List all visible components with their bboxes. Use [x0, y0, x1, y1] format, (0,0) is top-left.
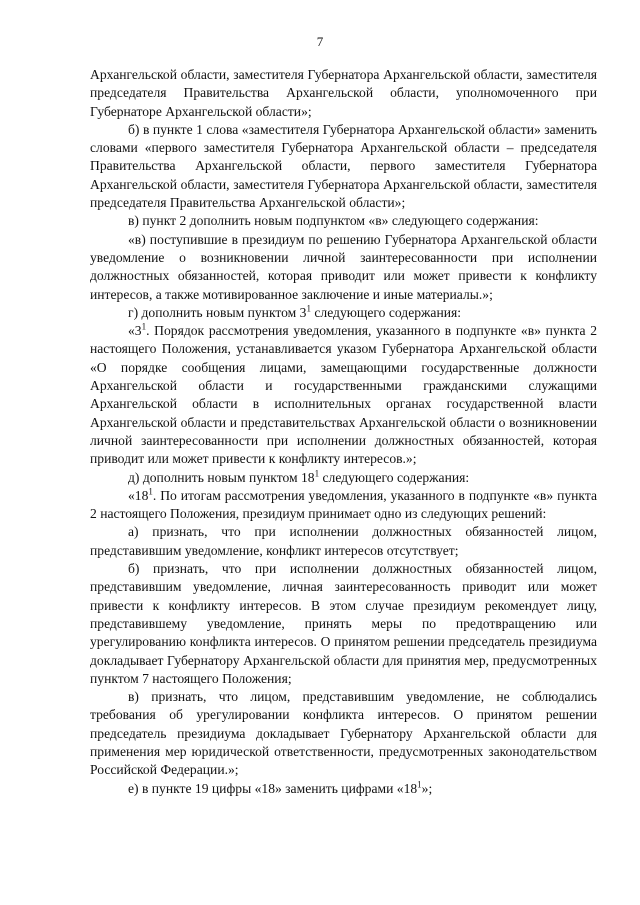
superscript: 1 — [141, 321, 147, 332]
paragraph-item-d — [90, 469, 597, 487]
document-body — [90, 66, 597, 798]
paragraph-item-g-tail: следующего содержания: — [310, 304, 462, 320]
paragraph-quote-18-1-head: «18 — [128, 487, 149, 503]
paragraph-quote-3-1-body: . Порядок рассмотрения уведомления, указанного в подпункте «в» пункта 2 настоящего Положения, устанавливается указом Губернатора Архангельской области «О порядке сообщения лицами, замещающими государственные должности Архангельской области и государственными гражданскими служащими Архангельской области в исполнительных органах государственной власти Архангельской области и представительствах Архангельской области о возникновении личной заинтересованности при исполнении должностных обязанностей, которая приводит или может привести к конфликту интересов.»; — [90, 323, 597, 467]
paragraph-item-e-tail: »; — [421, 780, 433, 796]
paragraph-decision-b: б) признать, что при исполнении должностных обязанностей лицом, представившим уведомление, личная заинтересованность приводит или может привести к конфликту интересов. В этом случае президиум рекомендует лицу, представившему уведомление, принять меры по предотвращению или урегулированию конфликта интересов. О принятом решении председатель президиума докладывает Губернатору Архангельской области для принятия мер, предусмотренных пунктом 7 настоящего Положения; — [90, 561, 597, 686]
paragraph-item-v: в) пункт 2 дополнить новым подпунктом «в» следующего содержания: — [128, 213, 539, 229]
paragraph-item-g-text: г) дополнить новым пунктом 3 — [128, 304, 307, 320]
paragraph-item-e — [90, 780, 597, 798]
paragraph-item-e-text: е) в пункте 19 цифры «18» заменить цифрами «18 — [128, 780, 418, 796]
superscript: 1 — [314, 468, 320, 478]
paragraph-quote-3-1-head: «3 — [128, 323, 142, 339]
paragraph-item-d-text: д) дополнить новым пунктом 18 — [128, 469, 315, 485]
page-number: 7 — [316, 34, 324, 49]
superscript: 1 — [417, 779, 422, 790]
paragraph-item-d-tail: следующего содержания: — [319, 469, 470, 485]
paragraph-continuation: Архангельской области, заместителя Губернатора Архангельской области, заместителя председателя Правительства Архангельской области, уполномоченного при Губернаторе Архангельской области»; — [90, 67, 597, 119]
paragraph-quote-18-1-body: . По итогам рассмотрения уведомления, указанного в подпункте «в» пункта 2 настоящего Положения, президиум принимает одно из следующих решений: — [90, 487, 597, 522]
superscript: 1 — [148, 486, 153, 497]
paragraph-item-g — [90, 304, 597, 322]
paragraph-quote-18-1 — [90, 487, 597, 524]
paragraph-quote-v: «в) поступившие в президиум по решению Губернатора Архангельской области уведомление о возникновении личной заинтересованности при исполнении должностных обязанностей, которая приводит или может привести к конфликту интересов, а также мотивированное заключение и иные материалы.»; — [90, 231, 597, 302]
paragraph-item-b: б) в пункте 1 слова «заместителя Губернатора Архангельской области» заменить словами «первого заместителя Губернатора Архангельской области – председателя Правительства Архангельской области, первого заместителя Губернатора Архангельской области, заместителя Губернатора Архангельской области, заместителя председателя Правительства Архангельской области»; — [90, 121, 597, 211]
paragraph-decision-v: в) признать, что лицом, представившим уведомление, не соблюдались требования об урегулировании конфликта интересов. О принятом решении председатель президиума докладывает Губернатору Архангельской области для применения мер юридической ответственности, предусмотренных законодательством Российской Федерации.»; — [90, 689, 597, 778]
paragraph-decision-a: а) признать, что при исполнении должностных обязанностей лицом, представившим уведомление, конфликт интересов отсутствует; — [90, 524, 597, 558]
superscript: 1 — [306, 303, 311, 314]
paragraph-quote-3-1 — [90, 322, 597, 468]
